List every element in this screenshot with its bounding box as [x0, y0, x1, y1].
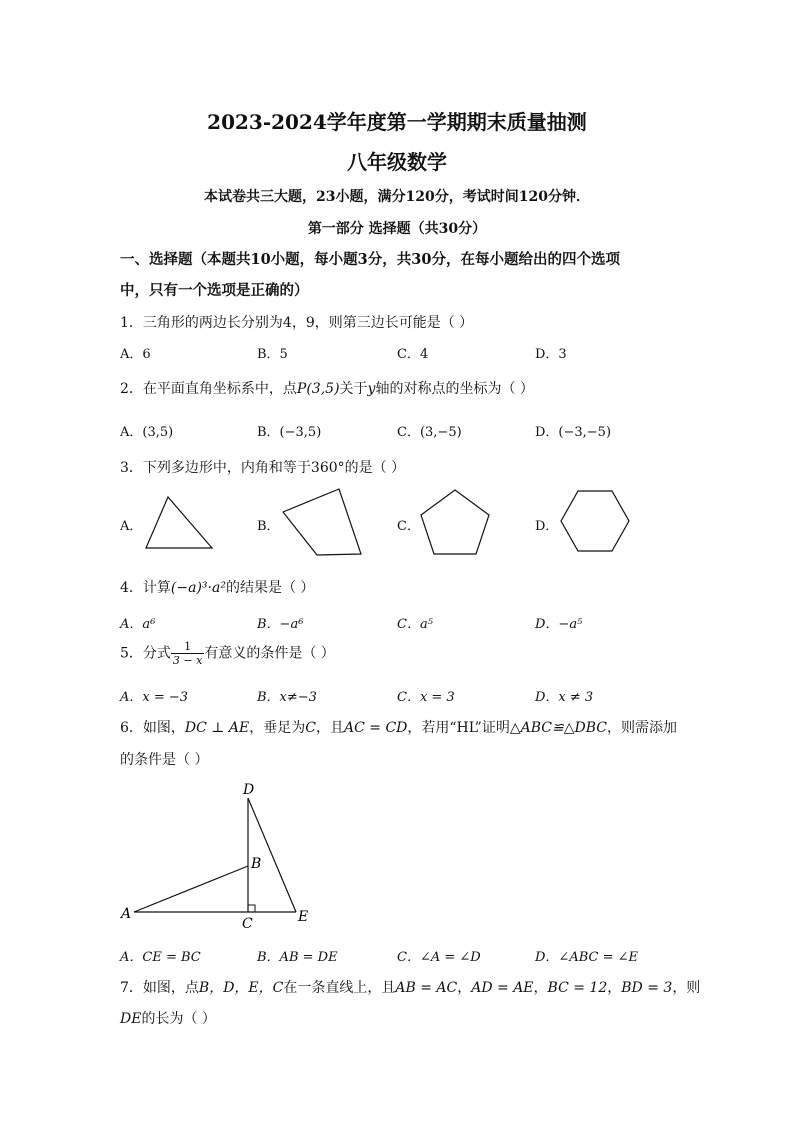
q2-option-b: B．(−3,5): [257, 425, 322, 440]
exam-info: 本试卷共三大题，23小题，满分120分，考试时间120分钟．: [204, 189, 590, 205]
q7-condition-2: AD = AE: [471, 980, 534, 996]
label-e: E: [298, 909, 309, 925]
right-angle-mark: [248, 905, 255, 912]
q2-option-c: C．(3,−5): [397, 425, 462, 440]
section-heading-line2: 中，只有一个选项是正确的）: [120, 282, 309, 299]
q6-option-c: C．∠A = ∠D: [397, 950, 481, 965]
q6-option-d: D．∠ABC = ∠E: [535, 950, 638, 965]
q5-option-c: C．x = 3: [397, 690, 455, 705]
part-title: 第一部分 选择题（共30分）: [307, 221, 487, 237]
q6-text-mid: ，垂足为: [249, 720, 306, 736]
q6-text-post: ，若用“HL”证明: [407, 720, 510, 736]
q3-text-pre: 3．下列多边形中，内角和等于: [120, 460, 311, 476]
question-6-text-line2: 的条件是（ ）: [120, 752, 209, 768]
q5-text-pre: 5．分式: [120, 645, 171, 662]
q7-sep-2: ，: [533, 980, 548, 996]
segment-de: [248, 798, 296, 912]
q7-text-end: ，则: [672, 980, 701, 996]
q5-option-d: D．x ≠ 3: [535, 690, 594, 705]
q6-foot-point: C: [305, 720, 316, 736]
q1-option-c: C．4: [397, 347, 429, 362]
question-7-text-line2: [120, 1008, 216, 1028]
q2-option-a: A．(3,5): [120, 425, 174, 440]
q5-option-a: A．x = −3: [120, 690, 189, 705]
q1-option-b: B．5: [257, 347, 288, 362]
q7-text-line2: 的长为（ ）: [141, 1011, 216, 1027]
q5-text-post: 有意义的条件是（ ）: [204, 645, 335, 662]
label-c: C: [242, 916, 253, 932]
label-a: A: [121, 906, 132, 922]
section-heading-line1: 一、选择题（本题共10小题，每小题3分，共30分，在每小题给出的四个选项: [120, 251, 620, 268]
q6-option-a: A．CE = BC: [120, 950, 201, 965]
q6-text-end: ，则需添加: [606, 720, 677, 736]
q4-option-b: B．−a⁶: [257, 617, 304, 632]
exam-title: 2023-2024学年度第一学期期末质量抽测: [207, 110, 587, 134]
question-7-text-line1: [120, 977, 700, 997]
q3-option-d: D．: [535, 519, 559, 534]
q5-fraction-numerator: 1: [171, 640, 204, 654]
exam-subtitle: 八年级数学: [347, 150, 447, 174]
label-b: B: [251, 856, 262, 872]
q3-option-a: A．: [120, 519, 143, 534]
q7-condition-3: BC = 12: [547, 980, 608, 996]
q7-text-pre: 7．如图，点: [120, 980, 199, 996]
q6-text-pre: 6．如图，: [120, 720, 185, 736]
q2-text-pre: 2．在平面直角坐标系中，点: [120, 381, 297, 397]
q7-condition-1: AB = AC: [395, 980, 458, 996]
segment-ab: [134, 866, 248, 912]
q2-option-d: D．(−3,−5): [535, 425, 612, 440]
q1-option-a: A．6: [120, 347, 151, 362]
q7-points: B，D，E，C: [198, 980, 284, 996]
q4-expression: (−a)³·a²: [170, 580, 226, 596]
q3-option-c: C．: [397, 519, 420, 534]
q2-text-end: 轴的对称点的坐标为（ ）: [375, 381, 534, 397]
question-1-text: 1．三角形的两边长分别为4，9，则第三边长可能是（ ）: [120, 315, 474, 331]
q7-sep-1: ，: [457, 980, 472, 996]
q2-axis: y: [367, 381, 376, 397]
q7-sep-3: ，: [607, 980, 622, 996]
q4-option-c: C．a⁵: [397, 617, 433, 632]
q7-segment-de: DE: [120, 1011, 142, 1027]
label-d: D: [243, 782, 255, 798]
q4-text-post: 的结果是（ ）: [225, 580, 315, 596]
q2-text-post: 关于: [339, 381, 368, 397]
q7-text-mid: 在一条直线上，且: [283, 980, 396, 996]
q4-option-d: D．−a⁵: [535, 617, 583, 632]
q2-point: P(3,5): [296, 381, 340, 397]
q4-text-pre: 4．计算: [120, 580, 171, 596]
q7-condition-4: BD = 3: [621, 980, 673, 996]
q6-option-b: B．AB = DE: [257, 950, 338, 965]
q3-option-b: B．: [257, 519, 280, 534]
q5-fraction-denominator: 3 − x: [172, 654, 203, 667]
q5-option-b: B．x≠−3: [257, 690, 317, 705]
q6-triangle-congruence: △ABC≌△DBC: [509, 720, 607, 736]
q1-option-d: D．3: [535, 347, 567, 362]
q4-option-a: A．a⁶: [120, 617, 156, 632]
q6-condition-equal: AC = CD: [343, 720, 408, 736]
q6-condition-perpendicular: DC ⊥ AE: [184, 720, 250, 736]
q6-text-mid2: ，且: [315, 720, 344, 736]
q3-text-post: 的是（ ）: [344, 460, 406, 476]
q3-angle: 360°: [310, 460, 345, 476]
